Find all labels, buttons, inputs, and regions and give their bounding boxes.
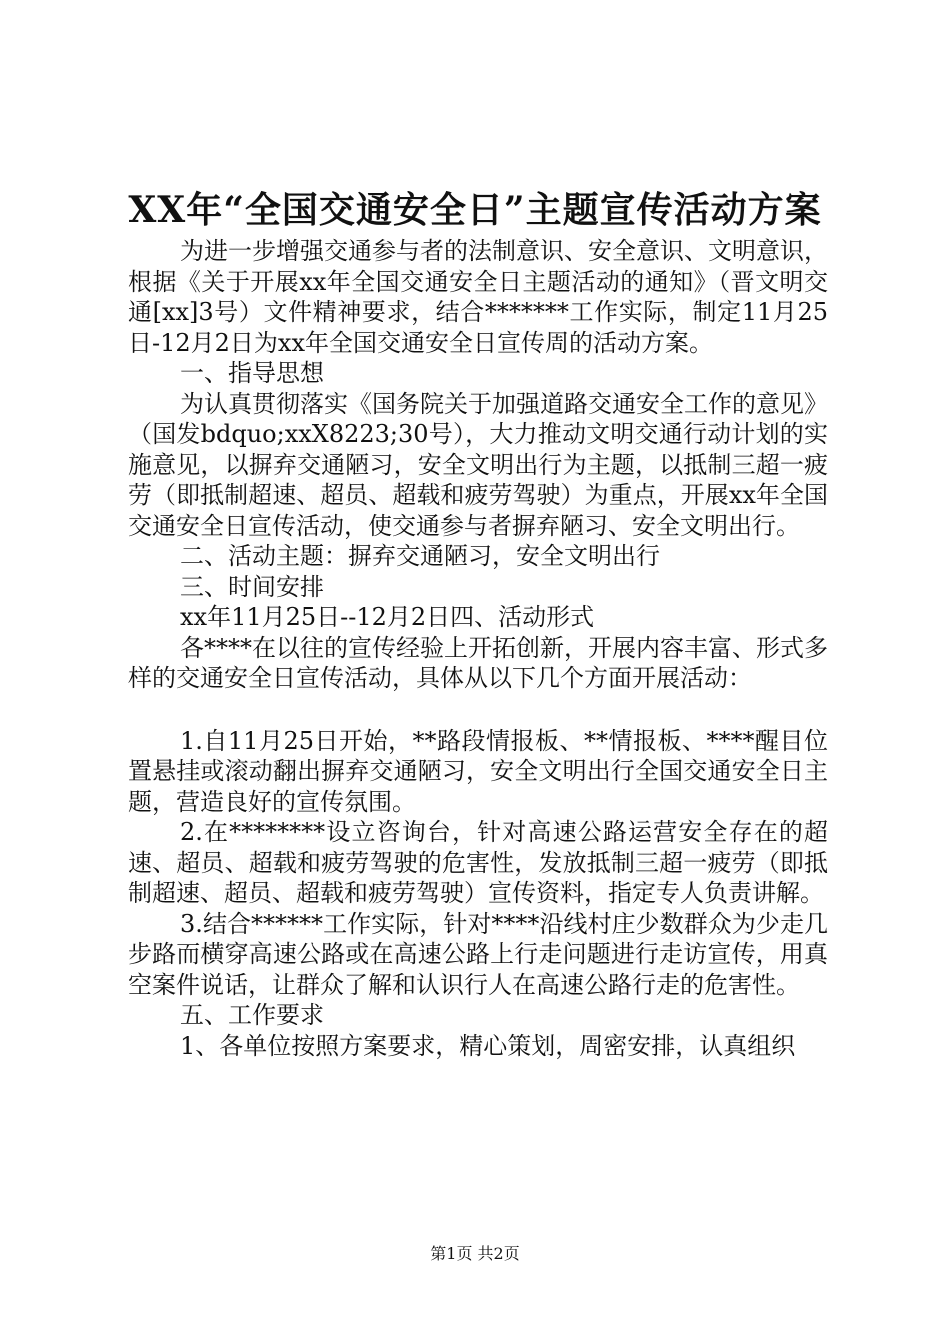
document-title: XX年“全国交通安全日”主题宣传活动方案 xyxy=(128,189,822,231)
intro-paragraph: 为进一步增强交通参与者的法制意识、安全意识、文明意识，根据《关于开展xx年全国交通安全日主题活动的通知》（晋文明交通[xx]3号）文件精神要求，结合*******工作实际，制定11月25日-12月2日为xx年全国交通安全日宣传周的活动方案。 xyxy=(128,237,828,357)
section-heading-schedule: 三、时间安排 xyxy=(180,572,324,601)
section-heading-guiding-thought: 一、指导思想 xyxy=(180,359,324,387)
activity-item-1: 1.自11月25日开始，**路段情报板、**情报板、****醒目位置悬挂或滚动翻出摒弃交通陋习，安全文明出行全国交通安全日主题，营造良好的宣传氛围。 xyxy=(128,726,828,816)
schedule-paragraph: xx年11月25日--12月2日四、活动形式 xyxy=(180,603,595,631)
section-heading-work-requirements: 五、工作要求 xyxy=(180,1001,324,1029)
page-number-footer: 第1页 共2页 xyxy=(430,1244,520,1263)
requirement-item-1: 1、各单位按照方案要求，精心策划，周密安排，认真组织 xyxy=(180,1031,796,1060)
activity-item-2: 2.在********设立咨询台，针对高速公路运营安全存在的超速、超员、超载和疲劳驾驶的危害性，发放抵制三超一疲劳（即抵制超速、超员、超载和疲劳驾驶）宣传资料，指定专人负责讲解。 xyxy=(128,818,828,907)
guiding-thought-paragraph: 为认真贯彻落实《国务院关于加强道路交通安全工作的意见》（国发bdquo;xxX8223;30号），大力推动文明交通行动计划的实施意见，以摒弃交通陋习，安全文明出行为主题，以抵制三超一疲劳（即抵制超速、超员、超载和疲劳驾驶）为重点，开展xx年全国交通安全日宣传活动，使交通参与者摒弃陋习、安全文明出行。 xyxy=(128,389,828,540)
activity-form-paragraph: 各****在以往的宣传经验上开拓创新，开展内容丰富、形式多样的交通安全日宣传活动，具体从以下几个方面开展活动： xyxy=(128,633,828,692)
document-body xyxy=(128,236,828,1061)
section-heading-activity-theme: 二、活动主题：摒弃交通陋习，安全文明出行 xyxy=(180,542,660,570)
activity-item-3: 3.结合******工作实际，针对****沿线村庄少数群众为少走几步路而横穿高速公路或在高速公路上行走问题进行走访宣传，用真空案件说话，让群众了解和认识行人在高速公路行走的危害性。 xyxy=(128,909,828,999)
